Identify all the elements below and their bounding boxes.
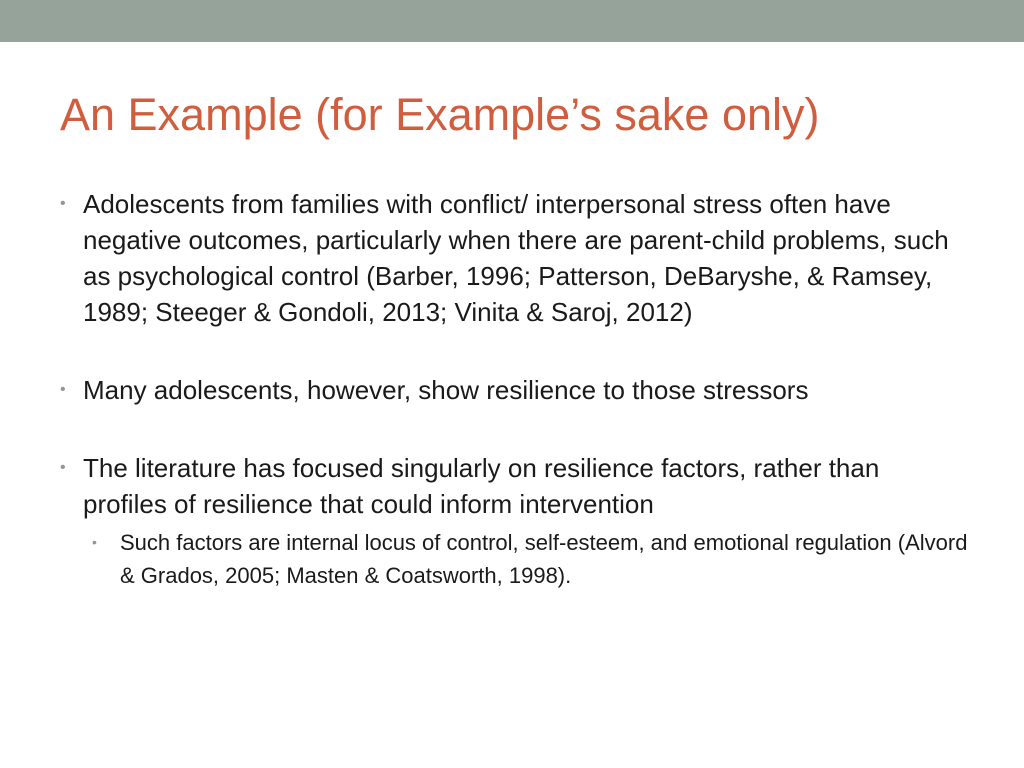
bullet-text: The literature has focused singularly on resilience factors, rather than profiles of resilience that could inform intervention [83,453,880,519]
bullet-item [60,372,970,408]
slide-title: An Example (for Example’s sake only) [60,89,820,140]
sub-bullet-dot-icon: • [92,534,97,550]
sub-bullet-text: Such factors are internal locus of control, self-esteem, and emotional regulation (Alvord & Grados, 2005; Masten & Coatsworth, 1998). [120,530,968,588]
bullet-list [60,186,970,592]
bullet-item [60,186,970,330]
sub-bullet-item [92,526,970,592]
bullet-dot-icon: • [60,459,66,476]
bullet-item [60,450,970,592]
sub-bullet-list [83,526,970,592]
bullet-dot-icon: • [60,195,66,212]
bullet-dot-icon: • [60,381,66,398]
bullet-text: Adolescents from families with conflict/ interpersonal stress often have negative outcomes, particularly when there are parent-child problems, such as psychological control (Barber, 1996; Patterson, DeBaryshe, & Ramsey, 1989; Steeger & Gondoli, 2013; Vinita & Saroj, 2012) [83,189,949,327]
top-color-band [0,0,1024,42]
bullet-text: Many adolescents, however, show resilience to those stressors [83,375,809,405]
